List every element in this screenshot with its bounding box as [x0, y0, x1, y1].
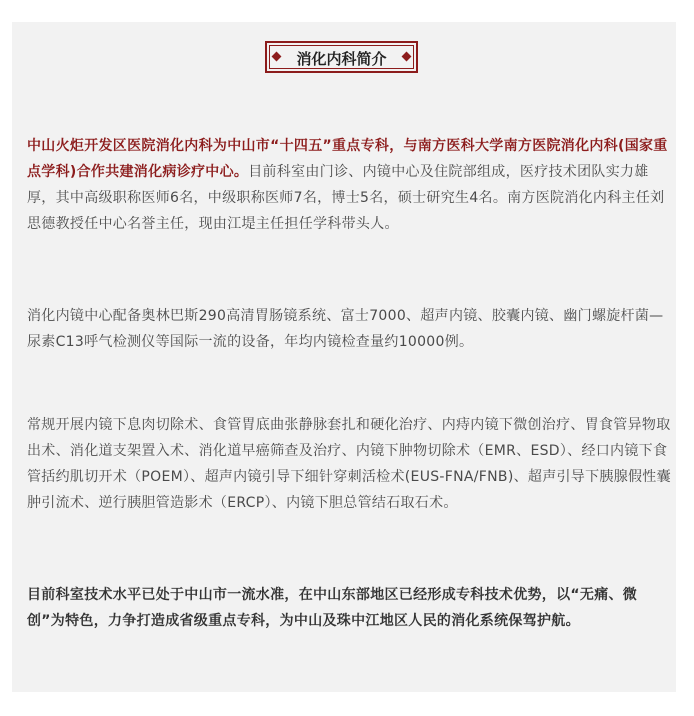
- procedures-paragraph: 常规开展内镜下息肉切除术、食管胃底曲张静脉套扎和硬化治疗、内痔内镜下微创治疗、胃食管异物取出术、消化道支架置入术、消化道早癌筛查及治疗、内镜下肿物切除术（EMR、ESD）、经口内镜下食管括约肌切开术（POEM）、超声内镜引导下细针穿刺活检术(EUS-FNA/FNB)、超声引导下胰腺假性囊肿引流术、逆行胰胆管造影术（ERCP）、内镜下胆总管结石取石术。: [27, 417, 671, 511]
- intro-highlight: 中山火炬开发区医院消化内科为中山市“十四五”重点专科，与南方医科大学南方医院消化内科(国家重点学科)合作共建消化病诊疗中心。: [27, 138, 668, 180]
- summary-paragraph: 目前科室技术水平已处于中山市一流水准，在中山东部地区已经形成专科技术优势，以“无痛、微创”为特色，力争打造成省级重点专科，为中山及珠中江地区人民的消化系统保驾护航。: [27, 587, 638, 629]
- section-title-frame: [265, 41, 418, 73]
- intro-body: 目前科室由门诊、内镜中心及住院部组成，医疗技术团队实力雄厚，其中高级职称医师6名，中级职称医师7名，博士5名，硕士研究生4名。南方医院消化内科主任刘思德教授任中心名誉主任，现由江堤主任担任学科带头人。: [27, 164, 665, 232]
- section-title: 消化内科简介: [296, 50, 387, 68]
- equipment-paragraph: 消化内镜中心配备奥林巴斯290高清胃肠镜系统、富士7000、超声内镜、胶囊内镜、幽门螺旋杆菌—尿素C13呼气检测仪等国际一流的设备，年均内镜检查量约10000例。: [27, 308, 664, 350]
- intro-paragraph: [27, 133, 672, 237]
